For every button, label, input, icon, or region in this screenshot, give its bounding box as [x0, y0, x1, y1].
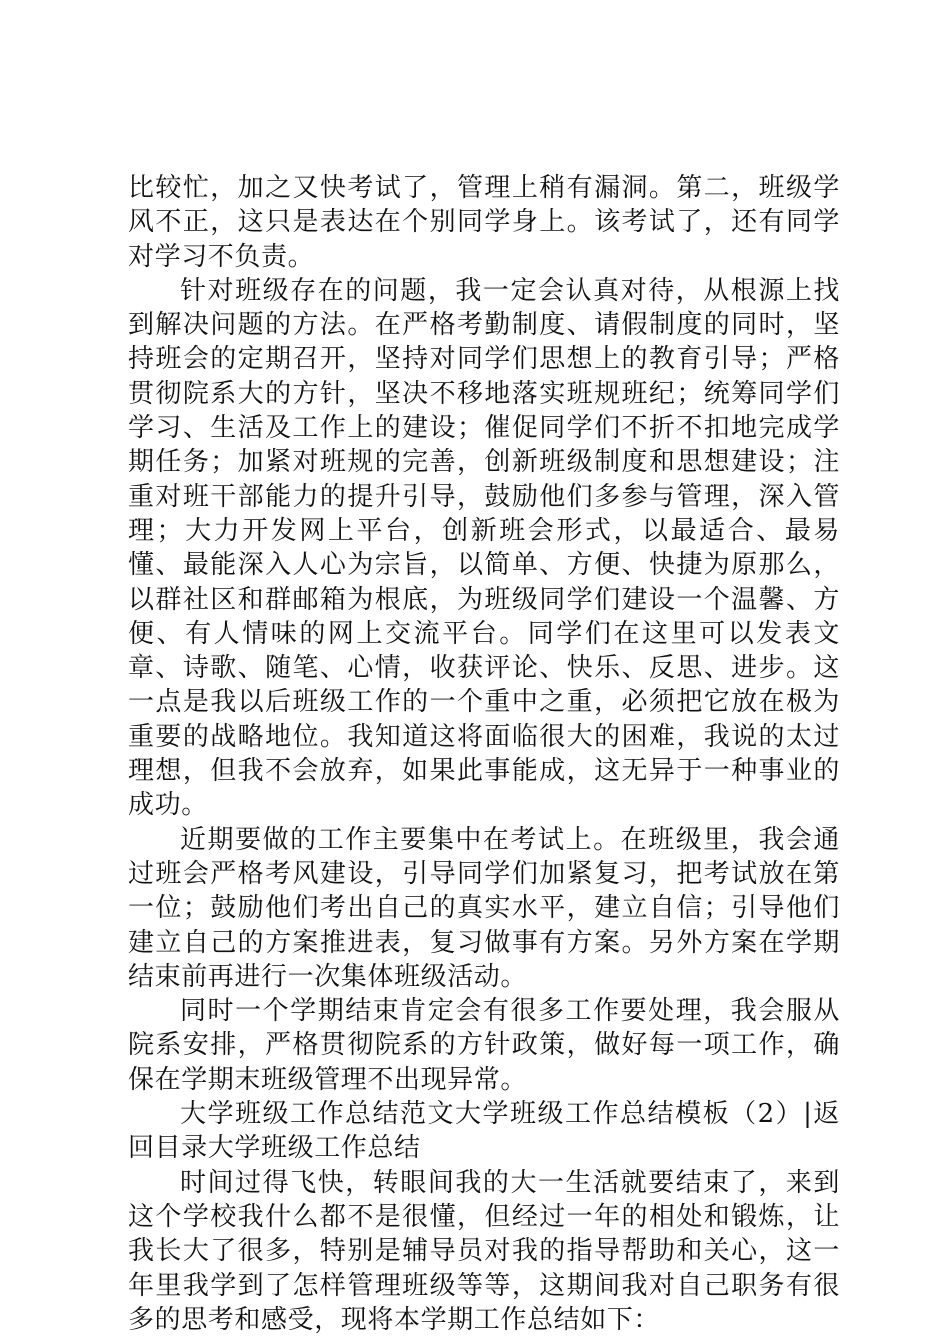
paragraph-problem-solving: 针对班级存在的问题，我一定会认真对待，从根源上找到解决问题的方法。在严格考勤制度、请假制度的同时，坚持班会的定期召开，坚持对同学们思想上的教育引导；严格贯彻院系大的方针，坚决不移地落实班规班纪；统筹同学们学习、生活及工作上的建设；催促同学们不折不扣地完成学期任务；加紧对班规的完善，创新班级制度和思想建设；注重对班干部能力的提升引导，鼓励他们多参与管理，深入管理；大力开发网上平台，创新班会形式，以最适合、最易懂、最能深入人心为宗旨，以简单、方便、快捷为原那么，以群社区和群邮箱为根底，为班级同学们建设一个温馨、方便、有人情味的网上交流平台。同学们在这里可以发表文章、诗歌、随笔、心情，收获评论、快乐、反思、进步。这一点是我以后班级工作的一个重中之重，必须把它放在极为重要的战略地位。我知道这将面临很大的困难，我说的太过理想，但我不会放弃，如果此事能成，这无异于一种事业的成功。	[128, 275, 840, 821]
document-body	[128, 171, 840, 1337]
paragraph-exam-work: 近期要做的工作主要集中在考试上。在班级里，我会通过班会严格考风建设，引导同学们加紧复习，把考试放在第一位；鼓励他们考出自己的真实水平，建立自信；引导他们建立自己的方案推进表，复习做事有方案。另外方案在学期结束前再进行一次集体班级活动。	[128, 824, 840, 992]
paragraph-intro: 时间过得飞快，转眼间我的大一生活就要结束了，来到这个学校我什么都不是很懂，但经过一年的相处和锻炼，让我长大了很多，特别是辅导员对我的指导帮助和关心，这一年里我学到了怎样管理班级等等，这期间我对自己职务有很多的思考和感受，现将本学期工作总结如下：	[128, 1167, 840, 1335]
section-heading: 大学班级工作总结范文大学班级工作总结模板（2）|返回目录大学班级工作总结	[128, 1099, 840, 1164]
paragraph-continuation: 比较忙，加之又快考试了，管理上稍有漏洞。第二，班级学风不正，这只是表达在个别同学身上。该考试了，还有同学对学习不负责。	[128, 173, 840, 272]
paragraph-semester-end: 同时一个学期结束肯定会有很多工作要处理，我会服从院系安排，严格贯彻院系的方针政策，做好每一项工作，确保在学期末班级管理不出现异常。	[128, 996, 840, 1095]
